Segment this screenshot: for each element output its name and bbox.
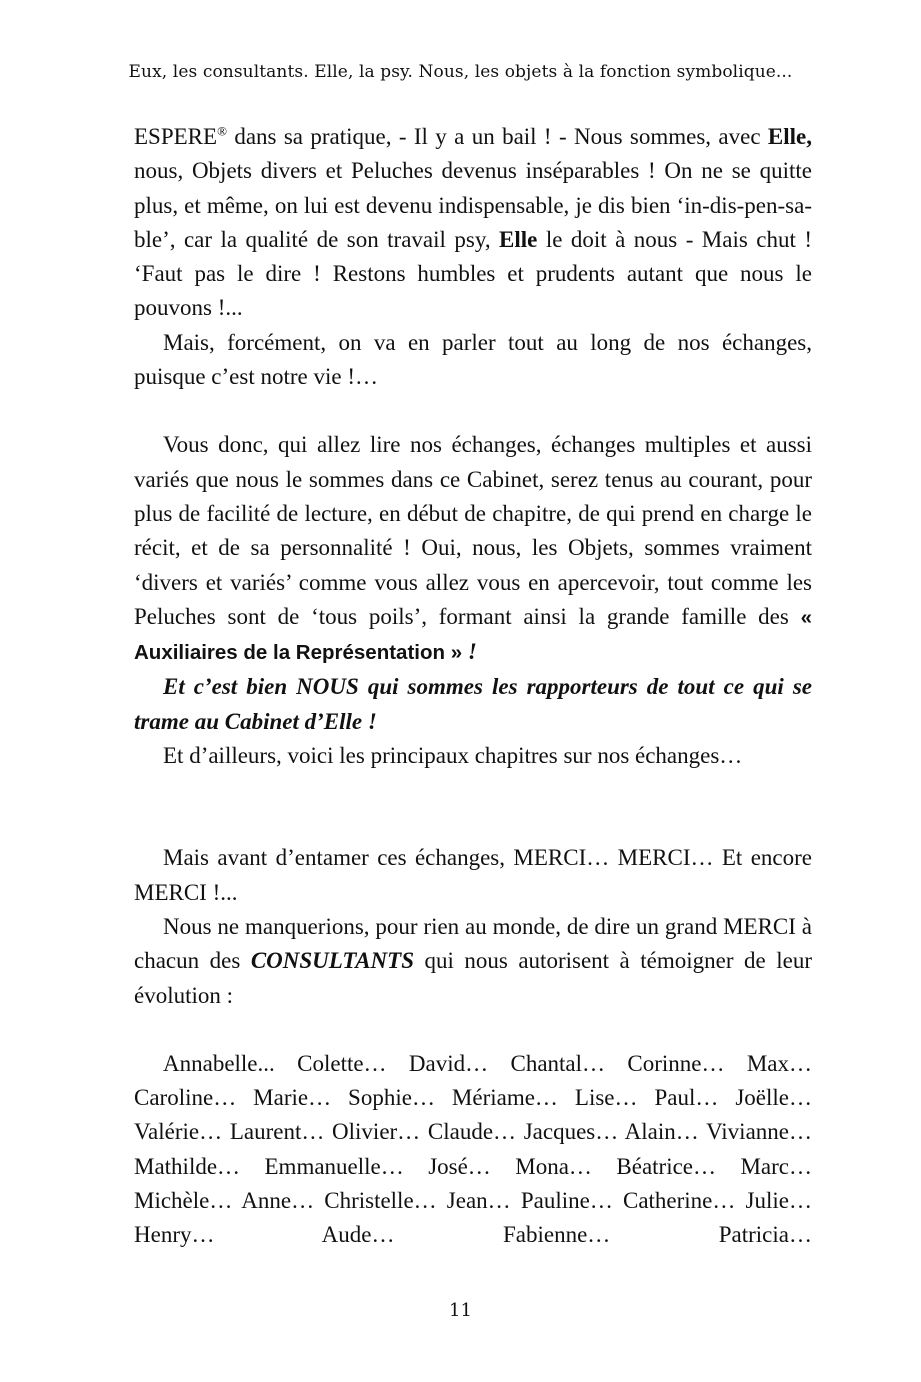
text-span: nous, Objets divers et Peluches devenus inséparables ! On ne se quitte plus, et même, on lui est devenu indispensable, je dis bien ‘in-dis-pen-sa-ble’, car la qualité de son travail psy,	[134, 158, 812, 252]
paragraph-2: Mais, forcément, on va en parler tout au long de nos échanges, puisque c’est notre vie !…	[134, 329, 812, 390]
text-span: le doit à nous - Mais chut ! ‘Faut pas le dire ! Restons humbles et prudents autant que nous le pouvons !...	[134, 226, 812, 321]
registered-mark: ®	[217, 123, 227, 139]
page-number: 11	[449, 1300, 472, 1321]
paragraph-1	[134, 120, 812, 326]
blank-lines	[134, 773, 812, 841]
bold-italic-text: !	[462, 639, 477, 665]
text-span: ESPERE	[134, 124, 218, 149]
blank-line	[134, 394, 812, 428]
bold-text: Elle,	[767, 124, 812, 149]
text-span: qui nous autorisent à témoigner de leur évolution :	[134, 948, 812, 1008]
paragraph-7	[134, 910, 812, 1013]
paragraph-4: Et c’est bien NOUS qui sommes les rapporteurs de tout ce qui se trame au Cabinet d’Elle !	[134, 674, 812, 734]
text-span: Vous donc, qui allez lire nos échanges, échanges multiples et aussi variés que nous le sommes dans ce Cabinet, serez tenus au courant, pour plus de facilité de lecture, en début de chapitre, de qui prend en charge le récit, et de sa personnalité ! Oui, nous, les Objets, sommes vraiment ‘divers et variés’ comme vous allez vous en apercevoir, tout comme les Peluches sont de ‘tous poils’, formant ainsi la grande famille des	[134, 432, 812, 629]
bold-italic-text: CONSULTANTS	[250, 948, 414, 974]
consultant-names: Annabelle... Colette… David… Chantal… Corinne… Max… Caroline… Marie… Sophie… Mériame… Lise… Paul… Joëlle… Valérie… Laurent… Olivier… Claude… Jacques… Alain… Vivianne… Mathilde… Emmanuelle… José… Mona… Béatrice… Marc… Michèle… Anne… Christelle… Jean… Pauline… Catherine… Julie… Henry… Aude… Fabienne… Patricia…	[134, 1050, 812, 1248]
bold-text: Elle	[499, 226, 538, 252]
text-span: dans sa pratique, - Il y a un bail ! - Nous sommes, avec	[226, 124, 768, 149]
blank-line	[134, 1013, 812, 1047]
text-span: Nous ne manquerions, pour rien au monde, de dire un grand MERCI à chacun des	[134, 913, 812, 974]
paragraph-5: Et d’ailleurs, voici les principaux chapitres sur nos échanges…	[163, 743, 743, 769]
bold-text: « Auxiliaires de la Représentation »	[134, 605, 812, 665]
paragraph-6: Mais avant d’entamer ces échanges, MERCI… MERCI… Et encore MERCI !...	[134, 845, 812, 905]
body-text	[134, 120, 812, 1253]
running-header: Eux, les consultants. Elle, la psy. Nous, les objets à la fonction symbolique...	[128, 62, 793, 82]
paragraph-3	[134, 428, 812, 670]
